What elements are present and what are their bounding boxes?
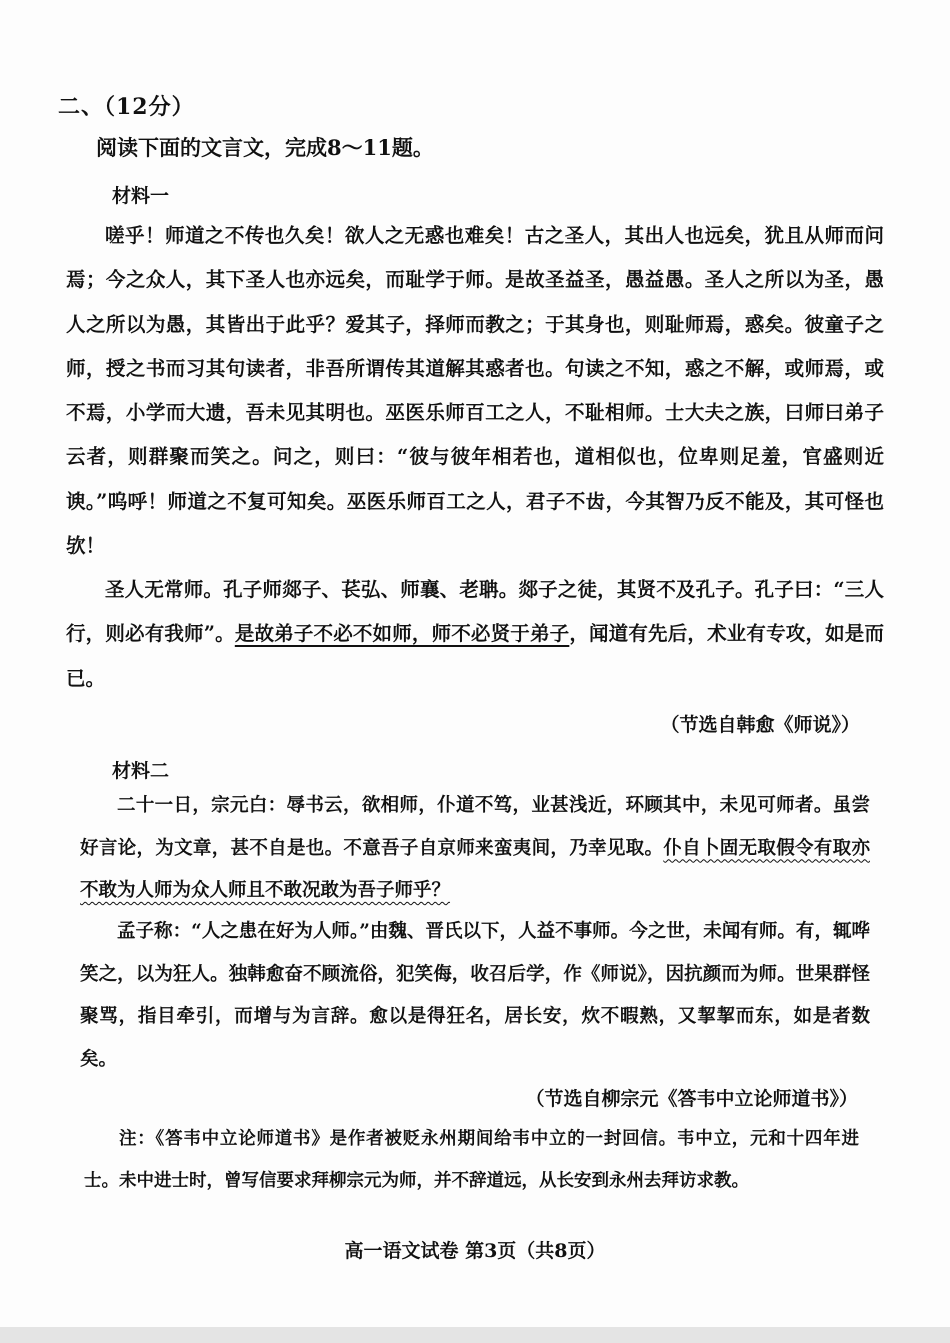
instruction-text: 阅读下面的文言文，完成8～11题。 [96, 135, 434, 160]
section-heading: 二、（12分） [58, 94, 195, 120]
material1-paragraph-2 [66, 568, 884, 701]
material2-paragraph-1 [80, 785, 870, 913]
material2-source: （节选自柳宗元《答韦中立论师道书》） [525, 1088, 858, 1110]
page-footer: 高一语文试卷 第3页（共8页） [344, 1240, 606, 1262]
scan-edge [0, 1327, 950, 1343]
material2-title: 材料二 [112, 760, 170, 782]
material1-p2-after: ，闻道有先后，术业有专攻，如是而已。 [66, 622, 884, 690]
underlined-sentence-1: 是故弟子不必不如师，师不必贤于弟子 [234, 622, 570, 646]
underlined-sentence-2: 仆自卜固无取假令有取亦不敢为人师为众人师且不敢况敢为吾子师乎？ [80, 837, 870, 901]
annotation-note: 注：《答韦中立论师道书》是作者被贬永州期间给韦中立的一封回信。韦中立，元和十四年进士。未中进士时，曾写信要求拜柳宗元为师，并不辞道远，从长安到永州去拜访求教。 [84, 1129, 859, 1191]
material1-title: 材料一 [112, 185, 170, 207]
material1-paragraph-1: 嗟乎！师道之不传也久矣！欲人之无惑也难矣！古之圣人，其出人也远矣，犹且从师而问焉；今之众人，其下圣人也亦远矣，而耻学于师。是故圣益圣，愚益愚。圣人之所以为圣，愚人之所以为愚，其皆出于此乎？爱其子，择师而教之；于其身也，则耻师焉，惑矣。彼童子之师，授之书而习其句读者，非吾所谓传其道解其惑者也。句读之不知，惑之不解，或师焉，或不焉，小学而大遗，吾未见其明也。巫医乐师百工之人，不耻相师。士大夫之族，曰师曰弟子云者，则群聚而笑之。问之，则曰：“彼与彼年相若也，道相似也，位卑则足羞，官盛则近谀。”呜呼！师道之不复可知矣。巫医乐师百工之人，君子不齿，今其智乃反不能及，其可怪也欤！ [66, 224, 884, 558]
material2-p1-before: 二十一日，宗元白：辱书云，欲相师，仆道不笃，业甚浅近，环顾其中，未见可师者。虽尝好言论，为文章，甚不自是也。不意吾子自京师来蛮夷间，乃幸见取。 [80, 795, 870, 859]
material1-p2-before: 圣人无常师。孔子师郯子、苌弘、师襄、老聃。郯子之徒，其贤不及孔子。孔子曰：“三人行，则必有我师”。 [66, 578, 884, 646]
material2-paragraph-2: 孟子称：“人之患在好为人师。”由魏、晋氏以下，人益不事师。今之世，未闻有师。有，辄哗笑之，以为狂人。独韩愈奋不顾流俗，犯笑侮，收召后学，作《师说》，因抗颜而为师。世果群怪聚骂，指目牵引，而增与为言辞。愈以是得狂名，居长安，炊不暇熟，又挈挈而东，如是者数矣。 [80, 921, 870, 1070]
material1-source: （节选自韩愈《师说》） [660, 714, 860, 736]
